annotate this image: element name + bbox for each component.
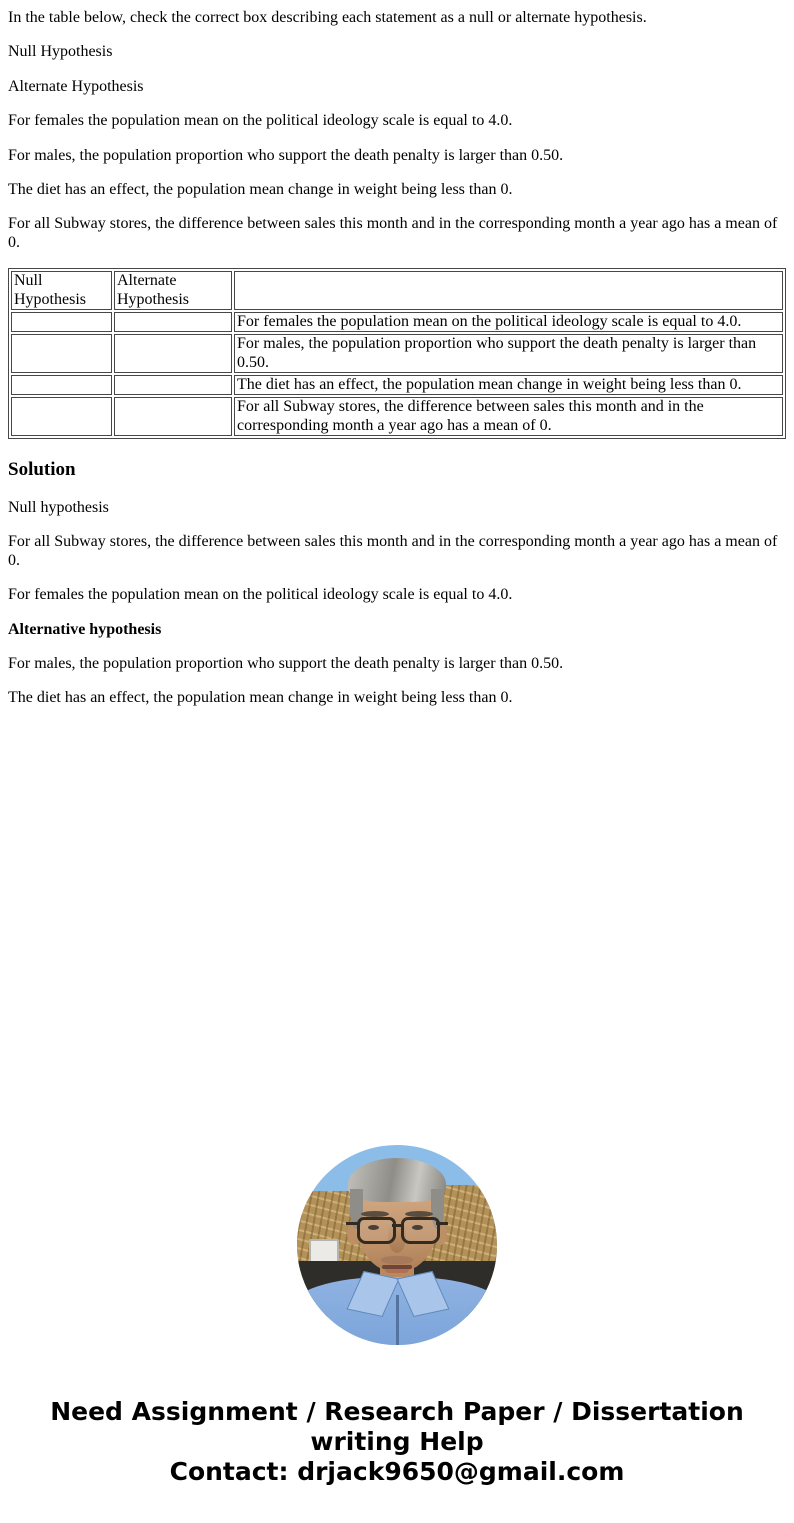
label-null-hypothesis: Null Hypothesis: [8, 43, 113, 61]
alternative-hypothesis-subheading: Alternative hypothesis: [8, 620, 162, 638]
statement-females: For females the population mean on the political ideology scale is equal to 4.0.: [8, 112, 513, 130]
photo-eyebrow-left: [361, 1211, 389, 1217]
solution-null-statement-subway: For all Subway stores, the difference between sales this month and in the corresponding month a year ago has a mean of 0.: [8, 533, 778, 569]
statement-cell: For males, the population proportion who support the death penalty is larger than 0.50.: [234, 334, 783, 373]
label-alternate-hypothesis: Alternate Hypothesis: [8, 77, 144, 95]
portrait-photo: [297, 1145, 497, 1345]
solution-null-statement-females: For females the population mean on the political ideology scale is equal to 4.0.: [8, 586, 513, 604]
null-checkbox-cell: [11, 397, 112, 436]
header-statement: [234, 271, 783, 310]
null-checkbox-cell: [11, 312, 112, 332]
table-row: [11, 312, 783, 332]
photo-glasses-lens-left: [357, 1217, 396, 1244]
header-null-hypothesis: Null Hypothesis: [11, 271, 112, 310]
hypothesis-table: [8, 268, 786, 439]
photo-glasses-temple-right: [436, 1222, 448, 1225]
footer-line-1: Need Assignment / Research Paper / Dissertation: [50, 1396, 744, 1426]
photo-mustache-shadow: [381, 1256, 413, 1264]
solution-heading: Solution: [8, 459, 76, 481]
table-row: [11, 375, 783, 395]
table-row: [11, 397, 783, 436]
statement-cell: For females the population mean on the political ideology scale is equal to 4.0.: [234, 312, 783, 332]
header-alternate-hypothesis: Alternate Hypothesis: [114, 271, 232, 310]
alternate-checkbox-cell: [114, 312, 232, 332]
statement-diet: The diet has an effect, the population mean change in weight being less than 0.: [8, 180, 513, 198]
photo-glasses-lens-right: [401, 1217, 440, 1244]
statement-males: For males, the population proportion who support the death penalty is larger than 0.50.: [8, 146, 564, 164]
alternate-checkbox-cell: [114, 334, 232, 373]
solution-alt-statement-diet: The diet has an effect, the population mean change in weight being less than 0.: [8, 689, 513, 707]
photo-shirt-placket: [396, 1295, 399, 1345]
photo-glasses-temple-left: [346, 1222, 358, 1225]
null-checkbox-cell: [11, 334, 112, 373]
footer-contact: Contact: drjack9650@gmail.com: [169, 1456, 625, 1486]
statement-cell: The diet has an effect, the population mean change in weight being less than 0.: [234, 375, 783, 395]
alternate-checkbox-cell: [114, 375, 232, 395]
alternate-checkbox-cell: [114, 397, 232, 436]
footer-banner: [25, 1397, 770, 1487]
solution-alt-statement-males: For males, the population proportion who support the death penalty is larger than 0.50.: [8, 655, 564, 673]
statement-subway: For all Subway stores, the difference between sales this month and in the corresponding month a year ago has a mean of 0.: [8, 215, 778, 251]
photo-glasses-bridge: [392, 1224, 402, 1227]
null-hypothesis-subheading: Null hypothesis: [8, 499, 109, 517]
null-checkbox-cell: [11, 375, 112, 395]
portrait-photo-wrapper: [8, 1145, 786, 1345]
photo-lower-lip: [385, 1269, 409, 1273]
footer-line-2: writing Help: [310, 1426, 484, 1456]
statement-cell: For all Subway stores, the difference between sales this month and in the corresponding month a year ago has a mean of 0.: [234, 397, 783, 436]
intro-paragraph: In the table below, check the correct box describing each statement as a null or alternate hypothesis.: [8, 9, 647, 26]
table-row: [11, 334, 783, 373]
photo-eyebrow-right: [405, 1211, 433, 1217]
table-header-row: [11, 271, 783, 310]
